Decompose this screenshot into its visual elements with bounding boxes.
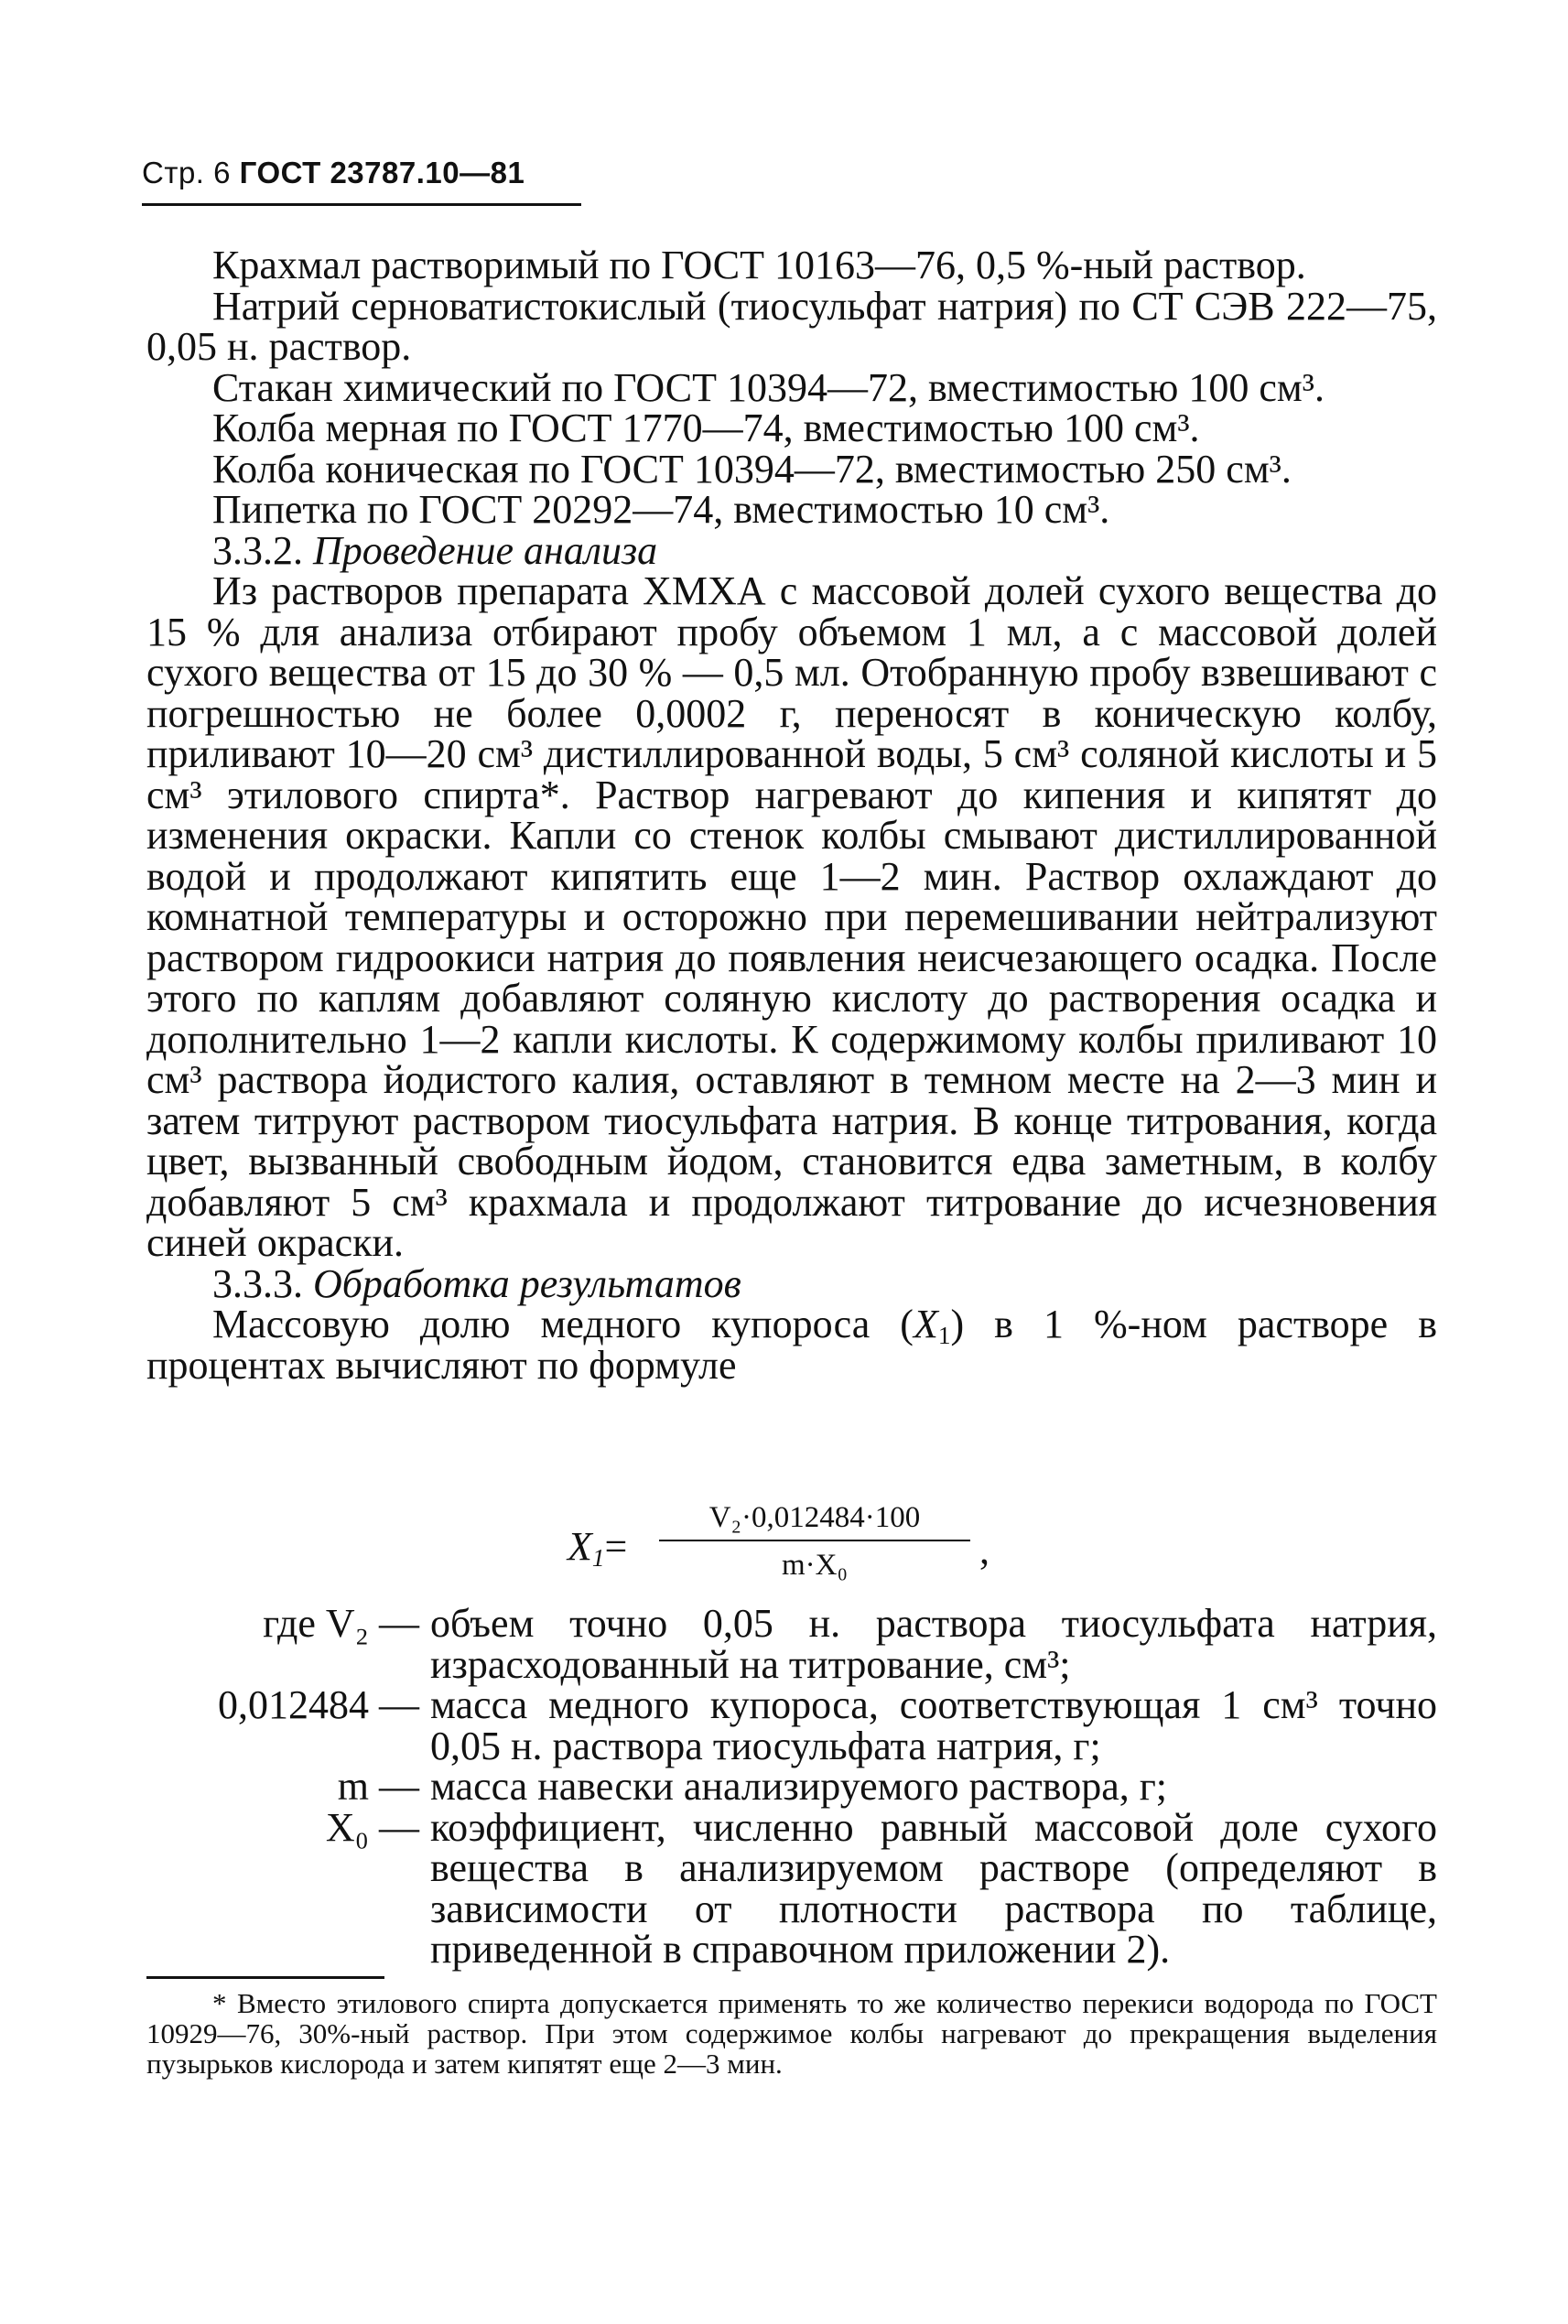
definition-text: масса медного купороса, соответствующая 1 см³ точно 0,05 н. раствора тиосульфата натрия, г; xyxy=(430,1682,1437,1768)
variable-definitions xyxy=(146,1601,1437,1972)
standard-number: ГОСТ 23787.10—81 xyxy=(239,156,525,189)
definition-term: X₀ — xyxy=(325,1804,419,1850)
section-333-heading xyxy=(146,1260,1437,1306)
reagent-line: Колба мерная по ГОСТ 1770—74, вместимостью 100 см³. xyxy=(212,405,1200,450)
reagent-line: Стакан химический по ГОСТ 10394—72, вместимостью 100 см³. xyxy=(212,364,1325,410)
section-332-text: Из растворов препарата ХМХА с массовой долей сухого вещества до 15 % для анализа отбирают пробу объемом 1 мл, а с массовой долей сухого вещества от 15 до 30 % — 0,5 мл. Отобранную пробу взвешивают с погрешностью не более 0,0002 г, переносят в коническую колбу, приливают 10—20 см³ дистиллированной воды, 5 см³ соляной кислоты и 5 см³ этилового спирта*. Раствор нагревают до кипения и кипятят до изменения окраски. Капли со стенок колбы смывают дистиллированной водой и продолжают кипятить еще 1—2 мин. Раствор охлаждают до комнатной температуры и осторожно при перемешивании нейтрализуют раствором гидроокиси натрия до появления неисчезающего осадка. После этого по каплям добавляют соляную кислоту до растворения осадка и дополнительно 1—2 капли кислоты. К содержимому колбы приливают 10 см³ раствора йодистого калия, оставляют в темном месте на 2—3 мин и затем титруют раствором тиосульфата натрия. В конце титрования, когда цвет, вызванный свободным йодом, становится едва заметным, в колбу добавляют 5 см³ крахмала и продолжают титрование до исчезновения синей окраски. xyxy=(146,568,1437,1265)
definition-text: коэффициент, численно равный массовой доле сухого вещества в анализируемом растворе (определяют в зависимости от плотности раствора по таблице, приведенной в справочном приложении 2). xyxy=(430,1804,1437,1972)
formula-fraction xyxy=(659,1499,970,1584)
section-title: Обработка результатов xyxy=(313,1260,741,1306)
definition-text: масса навески анализируемого раствора, г; xyxy=(430,1764,1168,1809)
reagent-line: Пипетка по ГОСТ 20292—74, вместимостью 10 см³. xyxy=(212,487,1110,532)
definition-text: объем точно 0,05 н. раствора тиосульфата натрия, израсходованный на титрование, см³; xyxy=(430,1601,1437,1687)
body-text xyxy=(146,245,1437,1386)
section-number: 3.3.2. xyxy=(212,527,303,573)
formula xyxy=(568,1499,1080,1600)
definition-row xyxy=(146,1601,1437,1687)
fraction-bar xyxy=(659,1540,970,1541)
formula-denominator: m·X₀ xyxy=(782,1549,848,1582)
section-number: 3.3.3. xyxy=(212,1260,303,1306)
page-header xyxy=(142,156,524,190)
definition-row xyxy=(146,1682,1437,1768)
definition-term: 0,012484 — xyxy=(218,1682,419,1727)
footnote-rule xyxy=(146,1976,384,1979)
section-333-text: Массовую долю медного купороса $(X_1)$ в 1 %-ном растворе в процентах вычисляют по формуле xyxy=(146,1302,1438,1388)
reagent-line: Крахмал растворимый по ГОСТ 10163—76, 0,5 %-ный раствор. xyxy=(212,243,1306,287)
definition-term: m — xyxy=(337,1764,419,1809)
definition-row xyxy=(146,1764,1437,1809)
footnote-text: * Вместо этилового спирта допускается применять то же количество перекиси водорода по ГОСТ 10929—76, 30%-ный раствор. При этом содержимое колбы нагревают до прекращения выделения пузырьков кислорода и затем кипятят еще 2—3 мин. xyxy=(146,1987,1437,2080)
footnote xyxy=(146,1988,1437,2079)
section-title: Проведение анализа xyxy=(313,527,658,573)
definition-row xyxy=(146,1804,1437,1972)
header-rule xyxy=(142,203,581,206)
definition-term: где V₂ — xyxy=(263,1601,419,1646)
formula-comma: , xyxy=(979,1528,989,1573)
formula-lhs: $X_1=$ xyxy=(568,1524,628,1572)
reagent-line: Натрий серноватистокислый (тиосульфат натрия) по СТ СЭВ 222—75, 0,05 н. раствор. xyxy=(146,283,1437,369)
section-332-heading xyxy=(146,527,1437,573)
formula-numerator: V₂·0,012484·100 xyxy=(708,1501,921,1534)
reagent-line: Колба коническая по ГОСТ 10394—72, вместимостью 250 см³. xyxy=(212,446,1292,492)
page-number: Стр. 6 xyxy=(142,156,231,189)
